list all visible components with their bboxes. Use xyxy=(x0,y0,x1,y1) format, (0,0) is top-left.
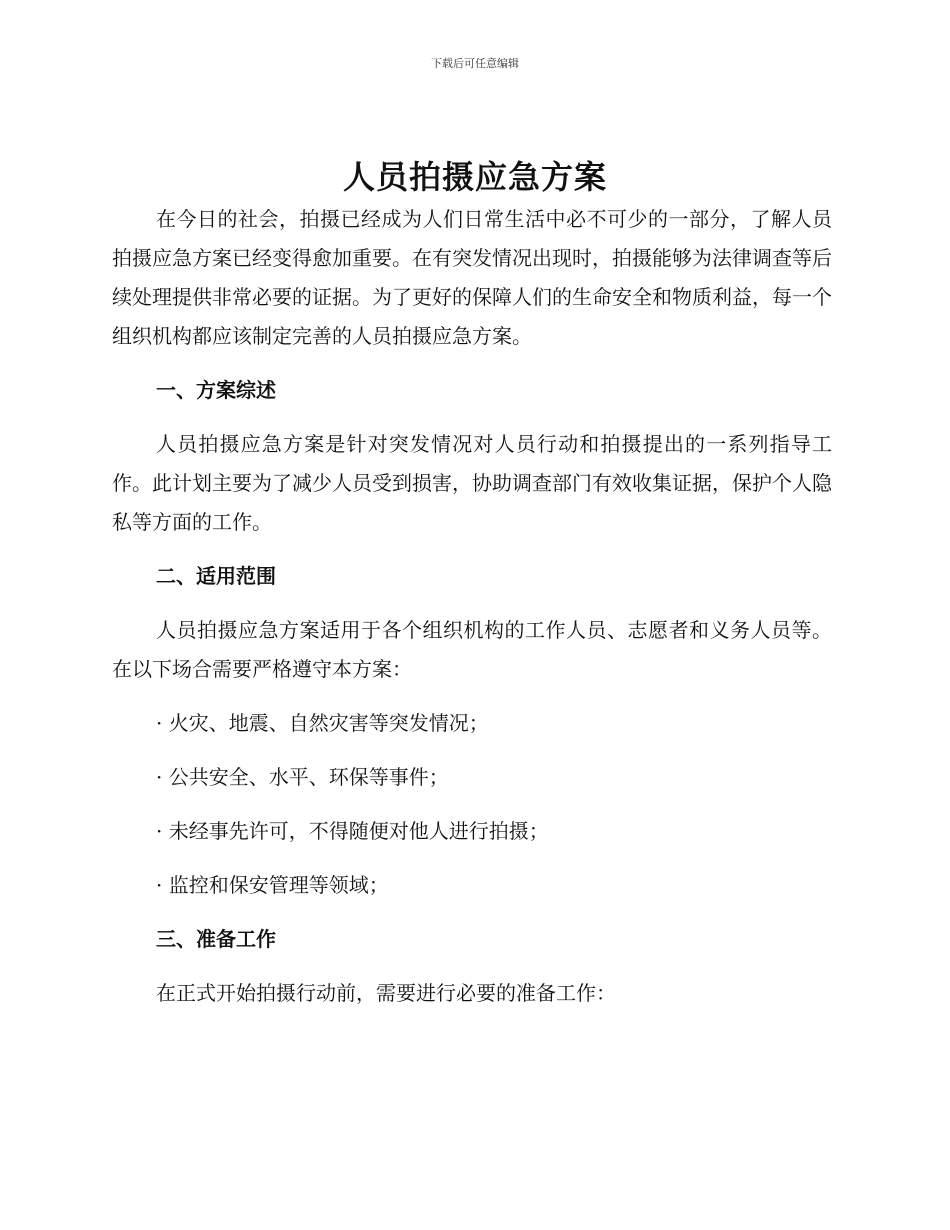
section-heading-preparation: 三、准备工作 xyxy=(156,927,276,951)
spacer xyxy=(112,797,832,812)
spacer xyxy=(112,743,832,758)
bullet-item: · 公共安全、水平、环保等事件； xyxy=(156,765,449,789)
section-heading-overview: 一、方案综述 xyxy=(156,378,276,402)
document-body xyxy=(112,200,832,1013)
spacer xyxy=(112,689,832,704)
spacer xyxy=(112,596,832,611)
spacer xyxy=(112,356,832,371)
section-body-preparation: 在正式开始拍摄行动前，需要进行必要的准备工作： xyxy=(156,981,616,1005)
page-header-note: 下载后可任意编辑 xyxy=(431,57,519,70)
bullet-item: · 未经事先许可，不得随便对他人进行拍摄； xyxy=(156,819,549,843)
spacer xyxy=(112,905,832,920)
spacer xyxy=(112,851,832,866)
section-heading-scope: 二、适用范围 xyxy=(156,564,276,588)
bullet-item: · 监控和保安管理等领域； xyxy=(156,873,389,897)
document-title: 人员拍摄应急方案 xyxy=(342,158,607,196)
spacer xyxy=(112,542,832,557)
spacer xyxy=(112,959,832,974)
spacer xyxy=(112,410,832,425)
bullet-item: · 火灾、地震、自然灾害等突发情况； xyxy=(156,711,489,735)
section-body-scope: 人员拍摄应急方案适用于各个组织机构的工作人员、志愿者和义务人员等。在以下场合需要严格遵守本方案： xyxy=(112,618,832,681)
intro-paragraph: 在今日的社会，拍摄已经成为人们日常生活中必不可少的一部分，了解人员拍摄应急方案已经变得愈加重要。在有突发情况出现时，拍摄能够为法律调查等后续处理提供非常必要的证据。为了更好的保障人们的生命安全和物质利益，每一个组织机构都应该制定完善的人员拍摄应急方案。 xyxy=(112,207,832,348)
section-body-overview: 人员拍摄应急方案是针对突发情况对人员行动和拍摄提出的一系列指导工作。此计划主要为了减少人员受到损害，协助调查部门有效收集证据，保护个人隐私等方面的工作。 xyxy=(112,432,832,534)
